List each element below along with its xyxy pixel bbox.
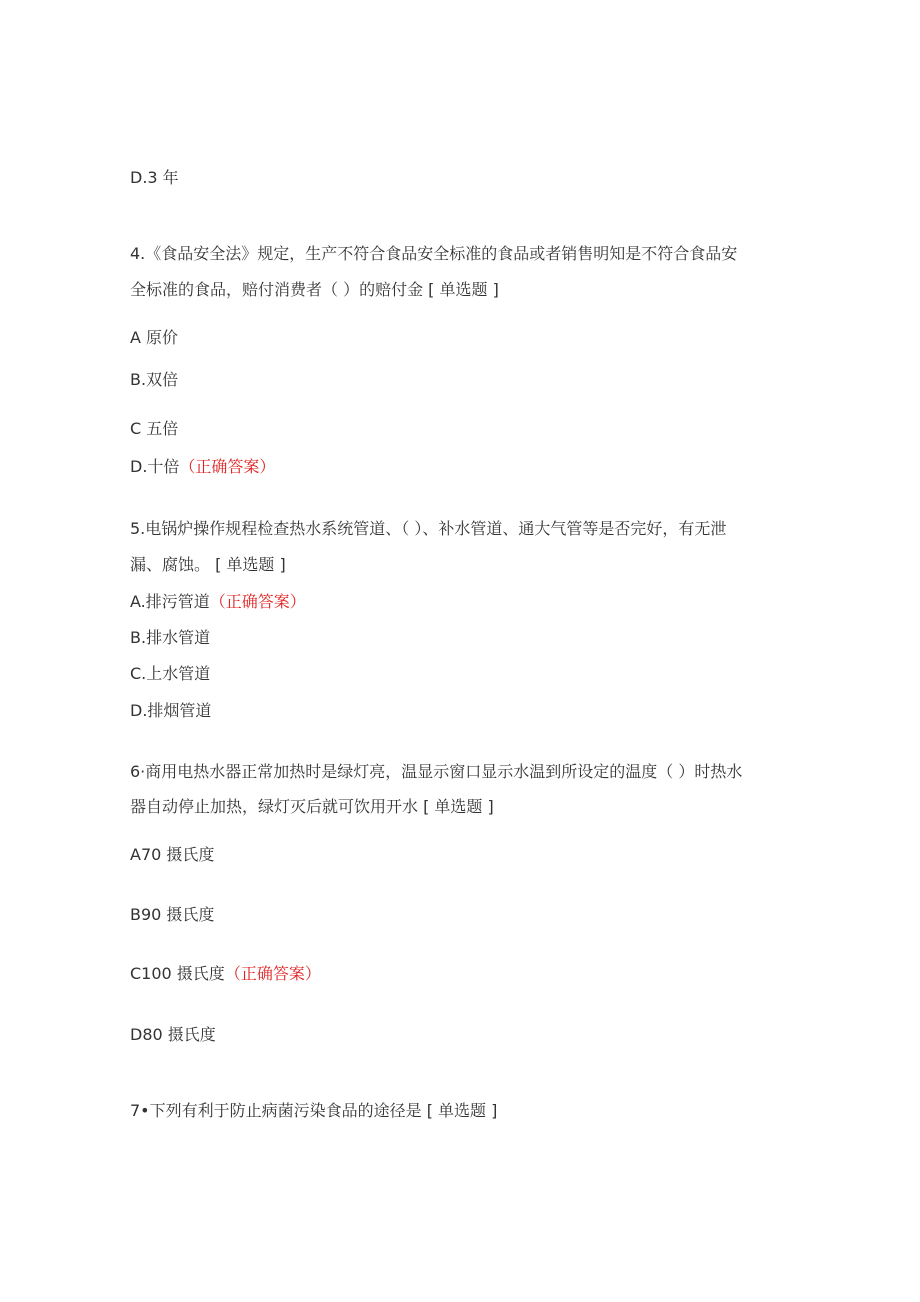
- q6-option-c-text: C100 摄氏度: [130, 964, 225, 983]
- q5-option-b: B.排水管道: [130, 628, 211, 647]
- q6-question-line-1: 6·商用电热水器正常加热时是绿灯亮，温显示窗口显示水温到所设定的温度（ ）时热水: [130, 762, 743, 781]
- q4-question-line-1: 4.《食品安全法》规定，生产不符合食品安全标准的食品或者销售明知是不符合食品安: [130, 244, 738, 263]
- q6-option-d: D80 摄氏度: [130, 1025, 216, 1044]
- q4-option-d: [130, 457, 275, 477]
- q7-question-line-1: 7•下列有利于防止病菌污染食品的途径是 [ 单选题 ]: [130, 1101, 498, 1120]
- correct-answer-mark: （正确答案）: [179, 457, 276, 476]
- q5-option-a: [130, 592, 306, 612]
- q6-option-c: [130, 964, 321, 984]
- q6-question-line-2: 器自动停止加热，绿灯灭后就可饮用开水 [ 单选题 ]: [130, 797, 494, 816]
- q4-option-c: C 五倍: [130, 419, 179, 438]
- q4-question-line-2: 全标准的食品，赔付消费者（ ）的赔付金 [ 单选题 ]: [130, 280, 499, 299]
- q5-option-d: D.排烟管道: [130, 701, 212, 720]
- q5-question-line-1: 5.电锅炉操作规程检查热水系统管道、（ ）、补水管道、通大气管等是否完好，有无泄: [130, 519, 727, 538]
- q5-option-a-text: A.排污管道: [130, 592, 210, 611]
- q4-option-a: A 原价: [130, 328, 179, 347]
- correct-answer-mark: （正确答案）: [209, 592, 306, 611]
- q6-option-a: A70 摄氏度: [130, 845, 215, 864]
- q3-option-d: D.3 年: [130, 168, 179, 187]
- q6-option-b: B90 摄氏度: [130, 905, 215, 924]
- q5-question-line-2: 漏、腐蚀。 [ 单选题 ]: [130, 555, 286, 574]
- q4-option-d-text: D.十倍: [130, 457, 180, 476]
- q4-option-b: B.双倍: [130, 370, 179, 389]
- q5-option-c: C.上水管道: [130, 664, 211, 683]
- correct-answer-mark: （正确答案）: [224, 964, 321, 983]
